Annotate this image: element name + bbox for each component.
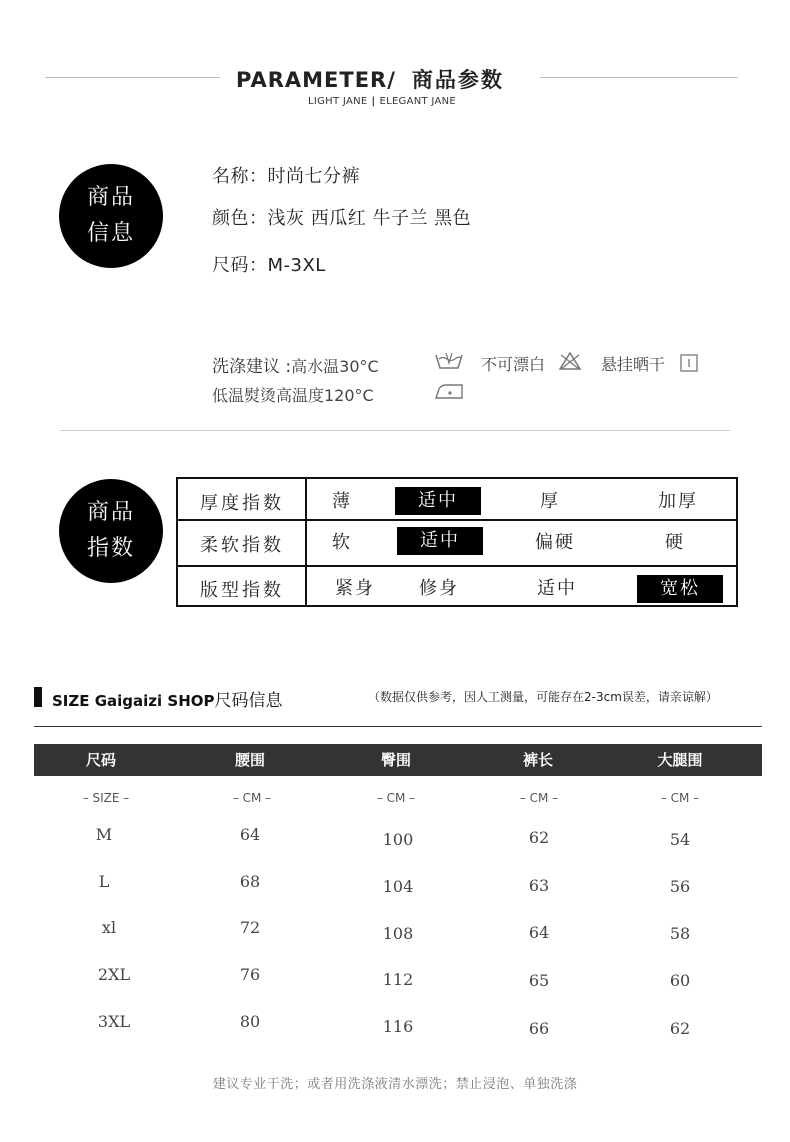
index-label-fit: 版型指数 <box>200 580 284 601</box>
table-cell: 116 <box>382 1017 414 1036</box>
index-option-selected: 宽松 <box>637 575 723 603</box>
table-cell-size: M <box>95 825 113 844</box>
product-sizes: 尺码：M-3XL <box>212 255 326 276</box>
no-bleach-text: 不可漂白 <box>481 355 546 374</box>
header-rule-left <box>45 77 220 78</box>
no-bleach-icon <box>558 351 582 371</box>
size-chart-rule <box>34 726 762 727</box>
wash-line-1 <box>212 352 379 377</box>
product-info-badge <box>59 164 163 268</box>
table-cell: 63 <box>528 876 550 895</box>
table-cell: 112 <box>382 970 414 989</box>
index-option: 薄 <box>332 491 352 512</box>
table-cell: 64 <box>239 825 261 844</box>
index-option: 修身 <box>419 578 459 599</box>
size-title-cn: 尺码信息 <box>214 691 283 711</box>
index-label-softness: 柔软指数 <box>200 535 284 556</box>
title-en: PARAMETER/ <box>236 68 396 92</box>
index-row-divider <box>178 565 736 567</box>
table-cell: 54 <box>669 830 691 849</box>
table-cell: 80 <box>239 1012 261 1031</box>
index-table <box>176 477 738 607</box>
table-cell: 64 <box>528 923 550 942</box>
unit-cell: – CM – <box>232 791 272 805</box>
index-label-thickness: 厚度指数 <box>200 493 284 514</box>
table-cell-size: xl <box>101 918 117 937</box>
table-cell: 60 <box>669 971 691 990</box>
table-cell: 56 <box>669 877 691 896</box>
unit-cell: – CM – <box>519 791 559 805</box>
wash-basin-icon <box>434 350 464 372</box>
subtitle-left: LIGHT JANE <box>308 96 368 107</box>
index-option: 硬 <box>665 532 685 553</box>
index-option: 紧身 <box>335 578 375 599</box>
header-cell-thigh: 大腿围 <box>657 751 703 769</box>
iron-text: 低温熨烫高温度120°C <box>212 386 374 405</box>
size-title-en: SIZE Gaigaizi SHOP <box>52 692 215 710</box>
index-option: 适中 <box>537 578 577 599</box>
index-option: 软 <box>332 532 352 553</box>
table-cell: 68 <box>239 872 261 891</box>
table-cell: 72 <box>239 918 261 937</box>
wash-label: 洗涤建议 : <box>212 357 292 377</box>
header-rule-right <box>540 77 738 78</box>
subtitle-separator: | <box>371 96 376 107</box>
section-divider <box>60 430 730 431</box>
table-cell: 62 <box>528 828 550 847</box>
index-option: 加厚 <box>658 491 698 512</box>
table-cell: 100 <box>382 830 414 849</box>
table-cell-size: 3XL <box>97 1012 131 1031</box>
table-cell-size: 2XL <box>97 965 131 984</box>
table-cell-size: L <box>98 872 110 891</box>
hang-dry-text: 悬挂晒干 <box>601 355 666 374</box>
badge-line-1: 商品 <box>86 185 135 210</box>
index-option: 厚 <box>540 491 560 512</box>
header-cell-waist: 腰围 <box>234 751 265 769</box>
size-title-marker <box>34 687 42 707</box>
unit-cell: – CM – <box>660 791 700 805</box>
unit-cell: – SIZE – <box>82 791 130 805</box>
index-badge-line-1: 商品 <box>86 500 135 525</box>
product-index-badge <box>59 479 163 583</box>
title-cn: 商品参数 <box>411 68 504 92</box>
size-chart-title <box>52 686 283 711</box>
size-chart-note: （数据仅供参考，因人工测量，可能存在2-3cm误差，请亲谅解） <box>368 690 718 704</box>
page-title <box>236 64 504 94</box>
header-cell-size: 尺码 <box>85 751 116 769</box>
index-option-selected: 适中 <box>395 487 481 515</box>
product-colors: 颜色：浅灰 西瓜红 牛子兰 黑色 <box>212 208 472 229</box>
hang-dry-icon <box>680 354 698 372</box>
table-cell: 58 <box>669 924 691 943</box>
care-footer-note: 建议专业干洗；或者用洗涤液清水漂洗；禁止浸泡、单独洗涤 <box>212 1077 578 1092</box>
header-cell-hip: 臀围 <box>380 751 411 769</box>
badge-line-2: 信息 <box>86 221 135 246</box>
index-option-selected: 适中 <box>397 527 483 555</box>
subtitle-right: ELEGANT JANE <box>379 96 457 107</box>
table-cell: 66 <box>528 1019 550 1038</box>
product-name: 名称：时尚七分裤 <box>212 166 360 187</box>
table-cell: 65 <box>528 971 550 990</box>
header-cell-length: 裤长 <box>522 751 553 769</box>
table-cell: 76 <box>239 965 261 984</box>
table-cell: 62 <box>669 1019 691 1038</box>
size-table-header <box>34 744 762 776</box>
iron-icon <box>434 383 464 401</box>
table-cell: 108 <box>382 924 414 943</box>
table-cell: 104 <box>382 877 414 896</box>
index-row-divider <box>178 519 736 521</box>
wash-temp: 高水温30°C <box>291 357 379 376</box>
index-option: 偏硬 <box>535 532 575 553</box>
unit-cell: – CM – <box>376 791 416 805</box>
page-subtitle <box>308 96 456 107</box>
index-badge-line-2: 指数 <box>86 536 135 561</box>
